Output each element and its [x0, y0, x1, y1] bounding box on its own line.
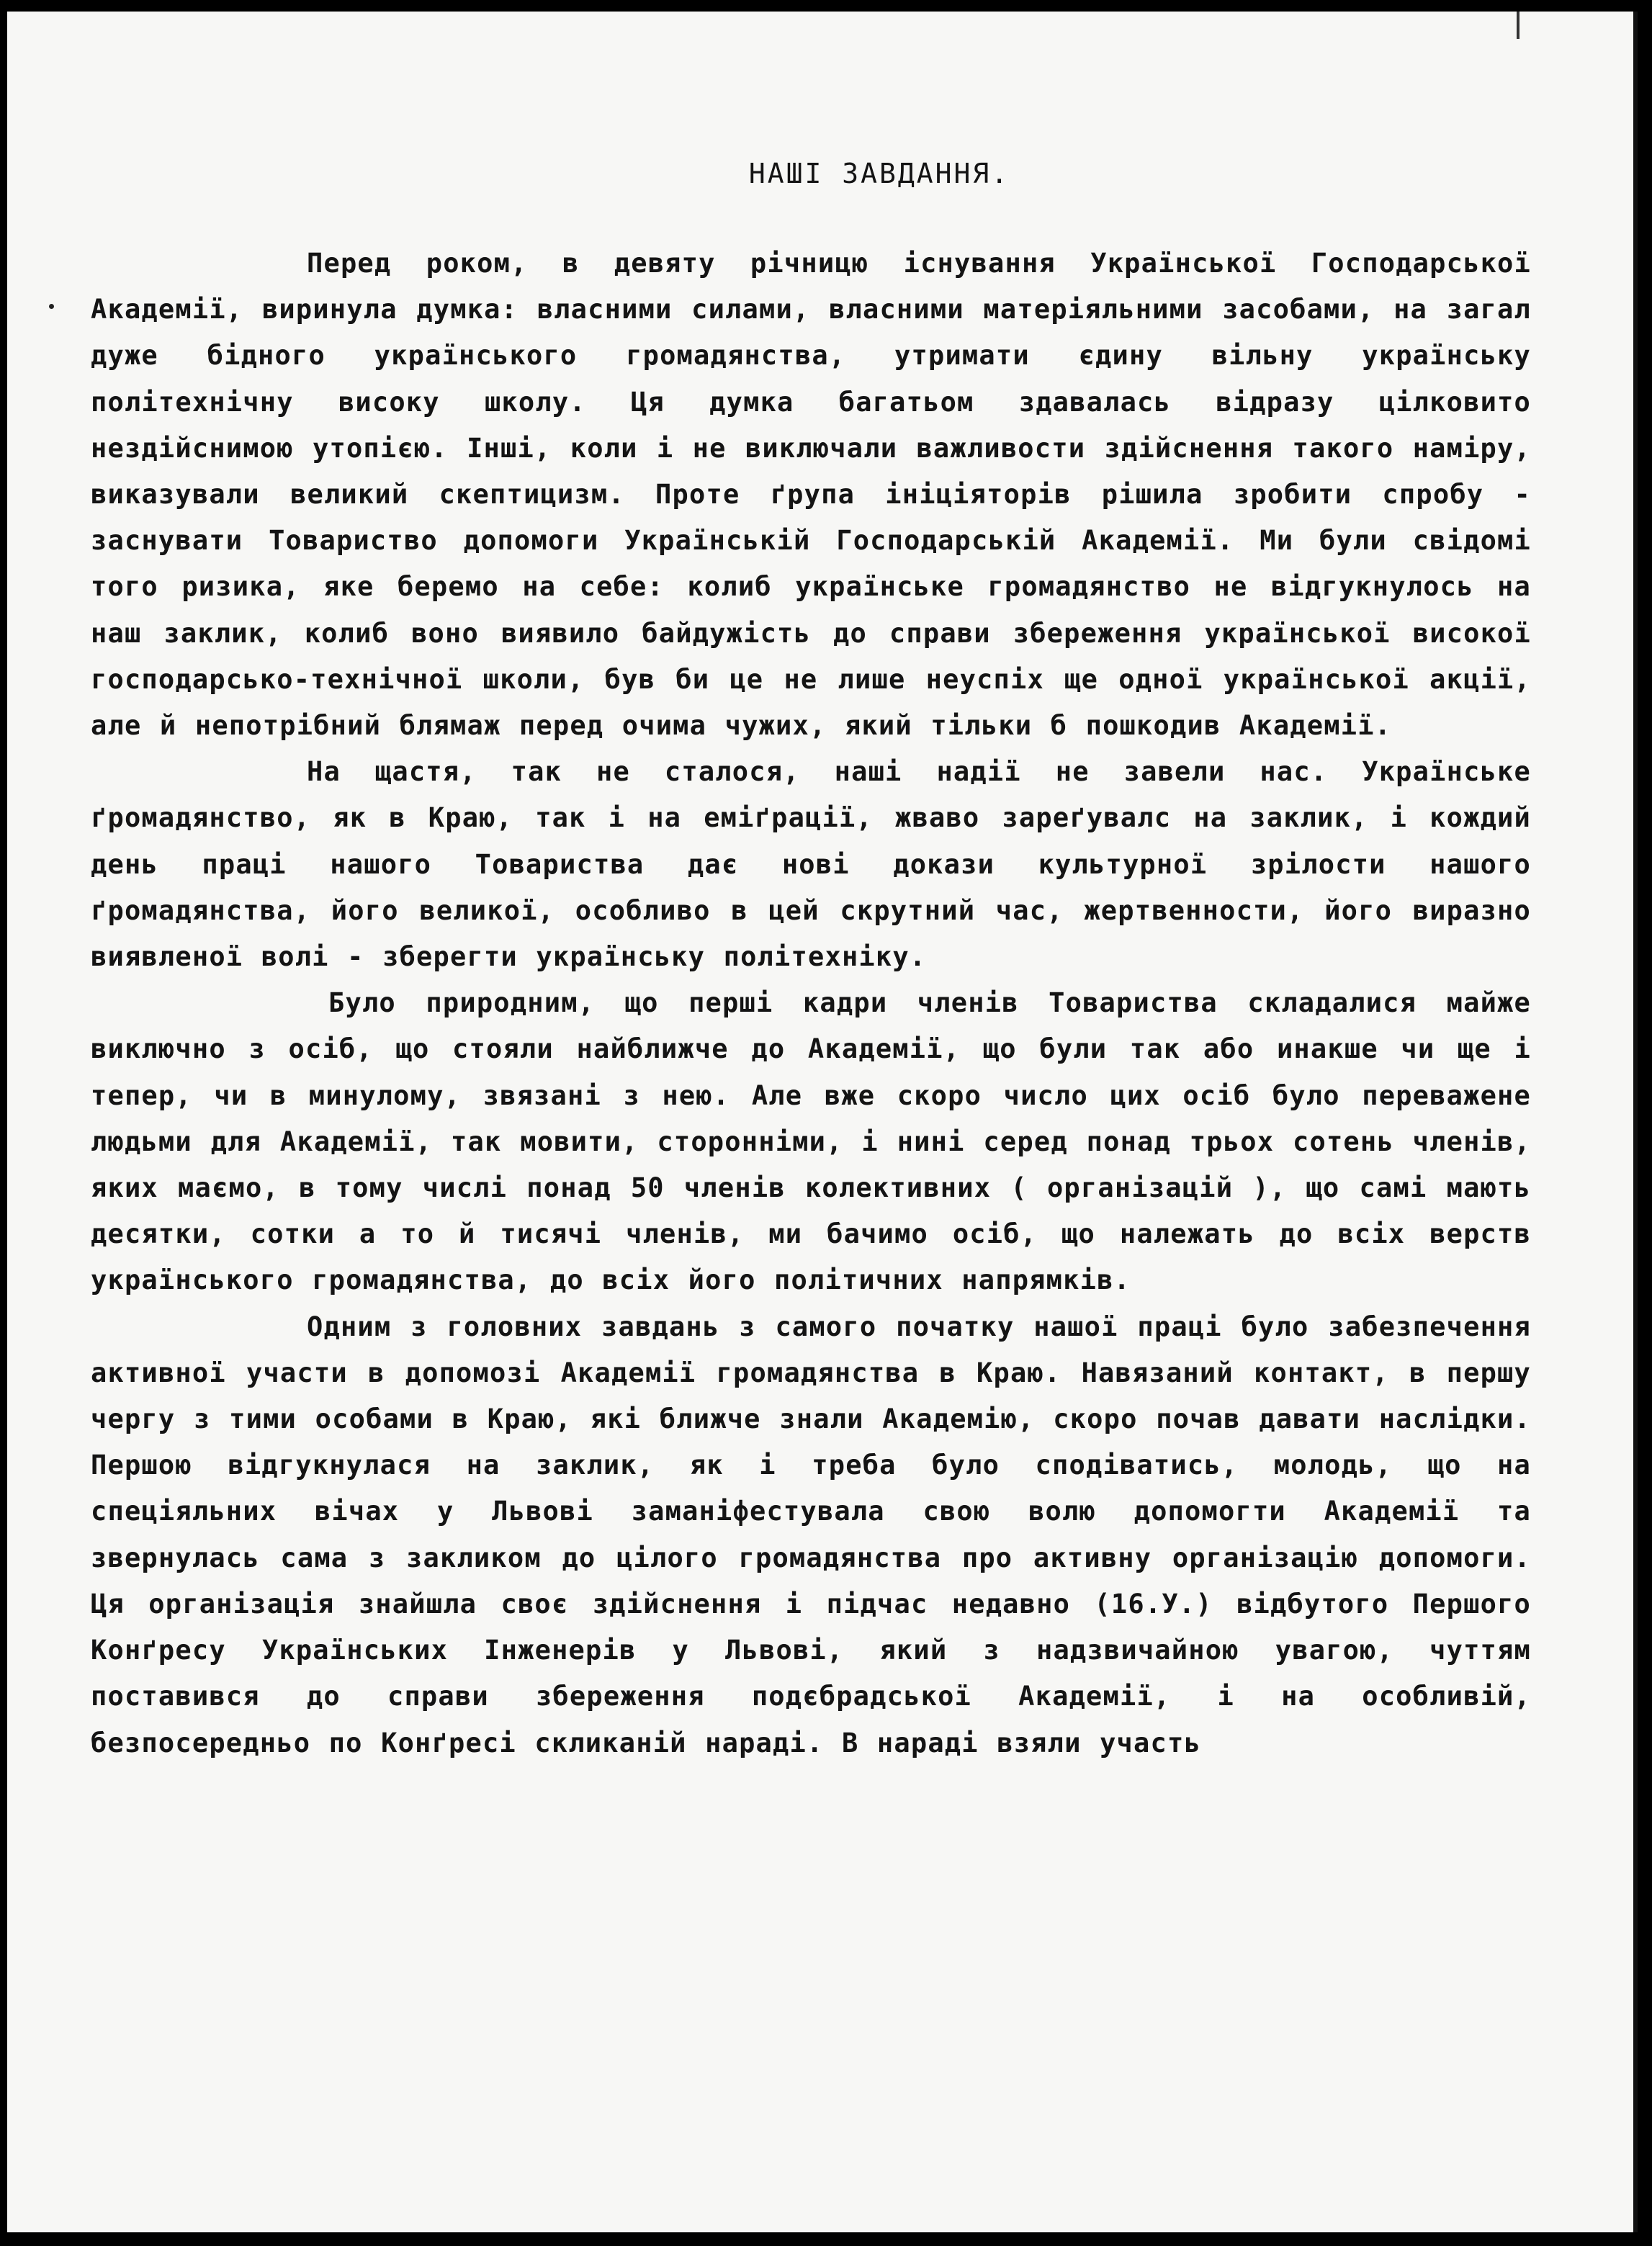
scan-border: [1633, 12, 1638, 2232]
paragraph-2: На щастя, так не сталося, наші надії не завели нас. Українське ґромадянство, як в Краю, так і на еміґрації, жваво зареґувалс на заклик, і кождий день праці нашого Товариства дає нові докази культурної зрілости нашого ґромадянства, його великої, особливо в цей скрутний час, жертвенности, його виразно виявленої волі - зберегти українську політехніку.: [91, 756, 1531, 973]
document-page: [7, 12, 1638, 2232]
paragraph-4: Одним з головних завдань з самого початку нашої праці було забезпечення активної участи в допомозі Академії громадянства в Краю. Навязаний контакт, в першу чергу з тими особами в Краю, які ближче знали Академію, скоро почав давати наслідки. Першою відгукнулася на заклик, як і треба було сподіватись, молодь, що на спеціяльних вічах у Львові заманіфестувала свою волю допомогти Академії та звернулась сама з закликом до цілого громадянства про активну організацію допомоги. Ця організація знайшла своє здійснення і підчас недавно (16.У.) відбутого Першого Конґресу Українських Інженерів у Львові, який з надзвичайною увагою, чуттям поставився до справи збереження подєбрадської Академії, і на особливій, безпосередньо по Конґресі скликаній нараді. В нараді взяли участь: [91, 1311, 1531, 1758]
scan-edge-mark: [1517, 12, 1519, 39]
paragraph-3: Було природним, що перші кадри членів Товариства складалися майже виключно з осіб, що стояли найближче до Академії, що були так або инакше чи ще і тепер, чи в минулому, звязані з нею. Але вже скоро число цих осіб було переважене людьми для Академії, так мовити, сторонніми, і нині серед понад трьох сотень членів, яких маємо, в тому числі понад 50 членів колективних ( організацій ), що самі мають десятки, сотки а то й тисячі членів, ми бачимо осіб, що належать до всіх верств українського громадянства, до всіх його політичних напрямків.: [91, 987, 1531, 1296]
paragraph-1: Перед роком, в девяту річницю існування Української Господарської Академії, виринула думка: власними силами, власними матеріяльними засобами, на загал дуже бідного українського громадянства, утримати єдину вільну українську політехнічну високу школу. Ця думка багатьом здавалась відразу цілковито нездійснимою утопією. Інші, коли і не виключали важливости здійснення такого наміру, виказували великий скептицизм. Проте ґрупа ініціяторів рішила зробити спробу - заснувати Товариство допомоги Українській Господарській Академії. Ми були свідомі того ризика, яке беремо на себе: колиб українське громадянство не відгукнулось на наш заклик, колиб воно виявило байдужість до справи збереження української високої господарсько-технічної школи, був би це не лише неуспіх ще одної української акції, але й непотрібний блямаж перед очима чужих, який тільки б пошкодив Академії.: [91, 248, 1531, 742]
document-body: [91, 156, 1531, 1766]
margin-dot: [49, 304, 54, 309]
document-title: НАШІ ЗАВДАННЯ.: [748, 158, 1010, 189]
